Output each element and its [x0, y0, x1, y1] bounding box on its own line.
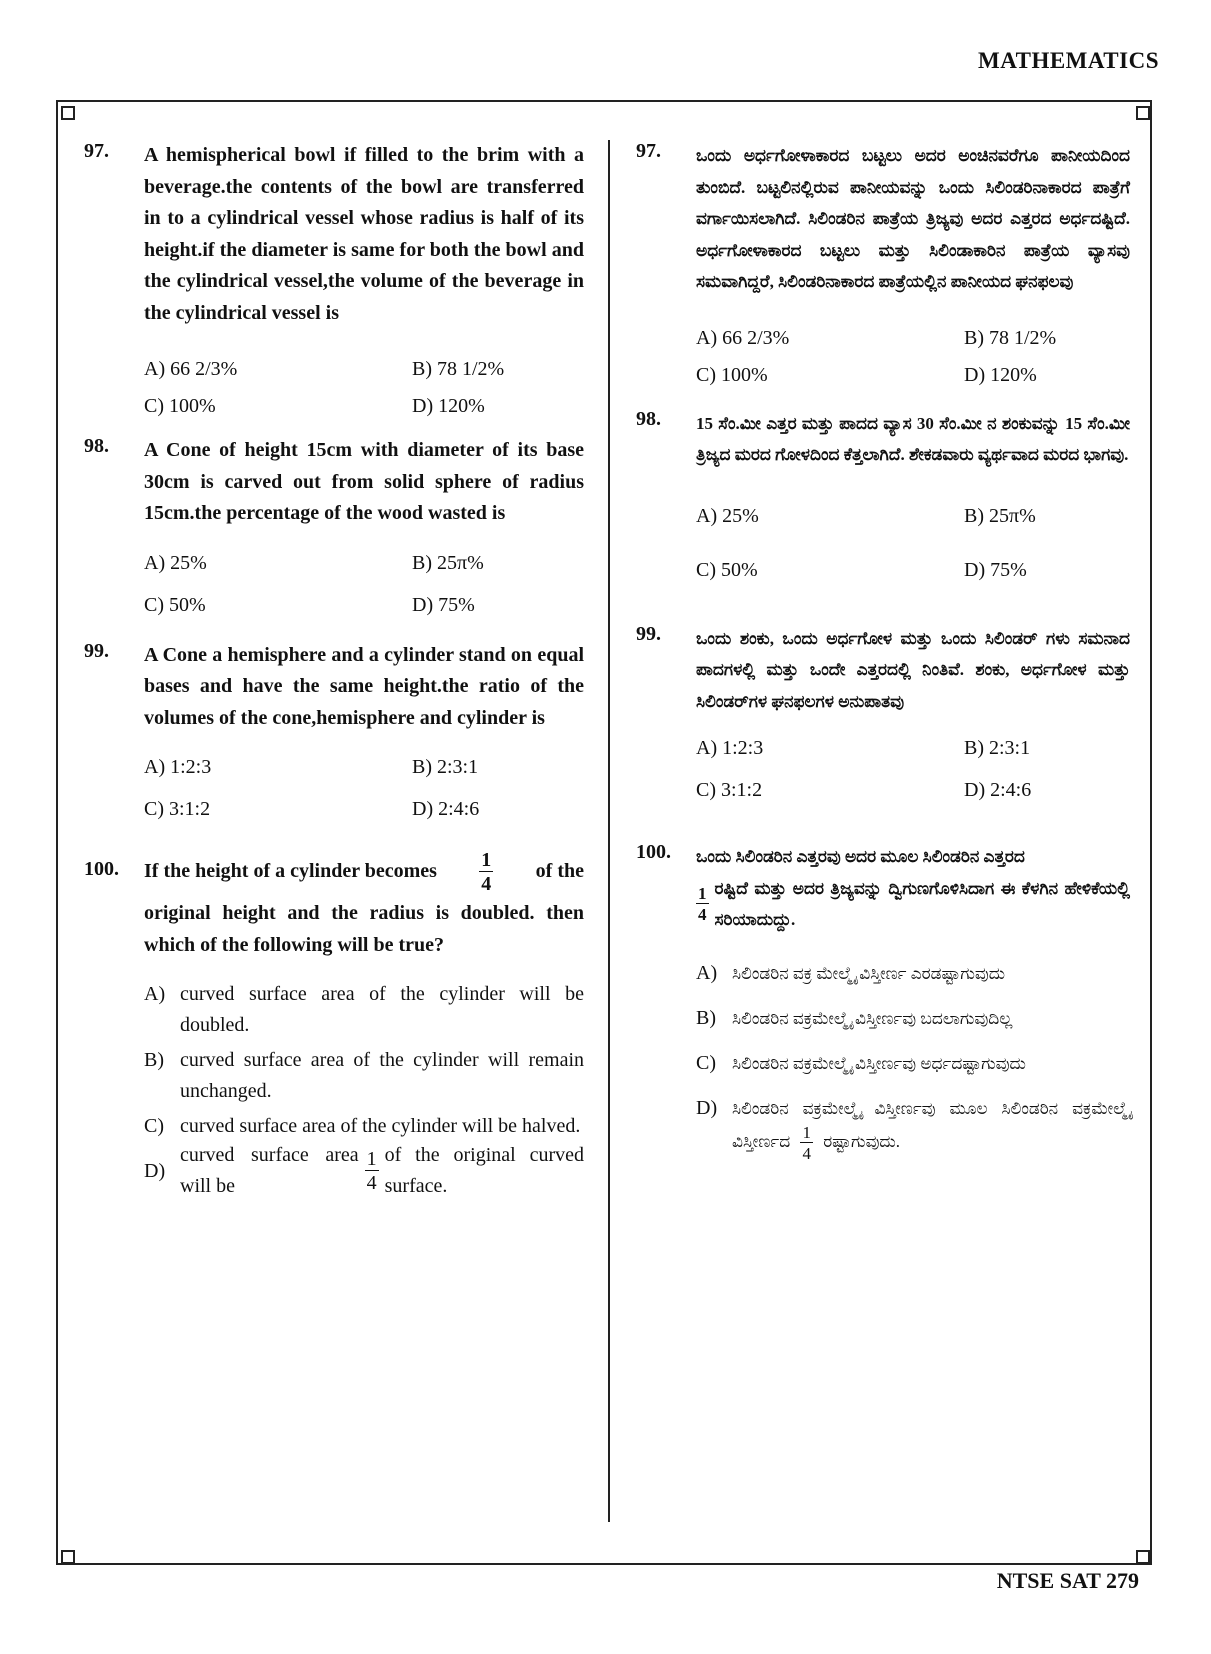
question-99-en [84, 640, 584, 831]
options-grid [696, 727, 1130, 811]
question-number: 97. [84, 140, 109, 162]
question-100-kn [636, 841, 1130, 1162]
fraction-one-quarter: $\frac{1}{4}$ [481, 849, 492, 895]
option-a: A) curved surface area of the cylinder will be doubled. [144, 983, 584, 1036]
options-grid [144, 746, 584, 830]
option-c: C) 100% [144, 395, 216, 417]
option-a: A) 25% [144, 551, 207, 574]
option-a: A) ಸಿಲಿಂಡರಿನ ವಕ್ರ ಮೇಲ್ಮೈ ವಿಸ್ತೀರ್ಣ ಎರಡಷ್ಟಾಗುವುದು [696, 961, 1006, 984]
question-98-kn [636, 408, 1130, 597]
question-text: ಒಂದು ಅರ್ಧಗೋಳಾಕಾರದ ಬಟ್ಟಲು ಅದರ ಅಂಚಿನವರೆಗೂ ಪಾನೀಯದಿಂದ ತುಂಬಿದೆ. ಬಟ್ಟಲಿನಲ್ಲಿರುವ ಪಾನೀಯವನ್ನು ಒಂದು ಸಿಲಿಂಡರಿನಾಕಾರದ ಪಾತ್ರೆಗೆ ವರ್ಗಾಯಿಸಲಾಗಿದೆ. ಸಿಲಿಂಡರಿನ ಪಾತ್ರೆಯ ತ್ರಿಜ್ಯವು ಅದರ ಎತ್ತರದ ಅರ್ಧದಷ್ಟಿದೆ. ಅರ್ಧಗೋಳಾಕಾರದ ಬಟ್ಟಲು ಮತ್ತು ಸಿಲಿಂಡಾಕಾರಿನ ಪಾತ್ರೆಯ ವ್ಯಾಸವು ಸಮವಾಗಿದ್ದರೆ, ಸಿಲಿಂಡರಿನಾಕಾರದ ಪಾತ್ರೆಯಲ್ಲಿನ ಪಾನೀಯದ ಘನಫಲವು [696, 146, 1130, 291]
question-97-kn [636, 140, 1130, 394]
fraction-one-quarter: $\frac{1}{4}$ [698, 884, 707, 924]
option-c: C) 3:1:2 [144, 798, 211, 820]
option-d: D) 120% [964, 363, 1037, 386]
kannada-column [636, 140, 1130, 1166]
question-number: 100. [636, 841, 671, 863]
option-a: A) 1:2:3 [696, 737, 764, 759]
question-number: 99. [84, 639, 109, 662]
fraction-one-quarter: $\frac{1}{4}$ [366, 1148, 377, 1194]
question-number: 100. [84, 858, 119, 880]
question-98-en [84, 435, 584, 626]
frame-corner-ornament [61, 106, 75, 120]
option-c: C) 100% [696, 363, 768, 386]
page-footer: NTSE SAT 279 [996, 1568, 1139, 1593]
question-97-en [84, 140, 584, 425]
option-a: A) 66 2/3% [696, 326, 790, 349]
option-d: D) ಸಿಲಿಂಡರಿನ ವಕ್ರಮೇಲ್ಮೈ ವಿಸ್ತೀರ್ಣವು ಮೂಲ ಸಿಲಿಂಡರಿನ ವಕ್ರಮೇಲ್ಮೈ ವಿಸ್ತೀರ್ಣದ $\frac{1}{4}$ ರಷ್ಟಾಗುವುದು. [696, 1096, 1130, 1163]
option-d: D) 75% [964, 558, 1027, 581]
question-text: 15 ಸೆಂ.ಮೀ ಎತ್ತರ ಮತ್ತು ಪಾದದ ವ್ಯಾಸ 30 ಸೆಂ.ಮೀ ನ ಶಂಕುವನ್ನು 15 ಸೆಂ.ಮೀ ತ್ರಿಜ್ಯದ ಮರದ ಗೋಳದಿಂದ ಕೆತ್ತಲಾಗಿದೆ. ಶೇಕಡವಾರು ವ್ಯರ್ಥವಾದ ಮರದ ಭಾಗವು. [696, 413, 1130, 464]
option-b: B) 2:3:1 [964, 737, 1031, 759]
question-text-part: ರಷ್ಟಿದೆ ಮತ್ತು ಅದರ ತ್ರಿಜ್ಯವನ್ನು ದ್ವಿಗುಣಗೊಳಿಸಿದಾಗ ಈ ಕೆಳಗಿನ ಹೇಳಿಕೆಯಲ್ಲಿ ಸರಿಯಾದುದ್ದು. [714, 878, 1130, 929]
options-grid [696, 489, 1130, 597]
option-b: B) 25π% [964, 504, 1036, 527]
question-text: A Cone a hemisphere and a cylinder stand on equal bases and have the same height.the ratio of the volumes of the cone,hemisphere and cylinder is [144, 643, 584, 729]
question-text-part: original height and the radius is doubled. then which of the following will be true? [144, 902, 584, 956]
question-number: 99. [636, 622, 661, 645]
question-text [144, 846, 584, 961]
question-text: A Cone of height 15cm with diameter of its base 30cm is carved out from solid sphere of radius 15cm.the percentage of the wood wasted is [144, 439, 584, 524]
question-text-part: If the height of a cylinder becomes [144, 860, 437, 883]
english-column [84, 140, 584, 1200]
option-d: D) 75% [412, 593, 475, 616]
option-d: D) 2:4:6 [412, 798, 480, 820]
question-number: 98. [84, 435, 109, 457]
page-header-title: MATHEMATICS [978, 48, 1159, 73]
question-text-part: ಒಂದು ಸಿಲಿಂಡರಿನ ಎತ್ತರವು ಅದರ ಮೂಲ ಸಿಲಿಂಡರಿನ ಎತ್ತರದ [696, 847, 1025, 866]
option-a: A) 66 2/3% [144, 358, 238, 380]
option-b: B) 78 1/2% [412, 358, 505, 380]
option-c: C) 50% [144, 593, 206, 616]
option-a: A) 1:2:3 [144, 756, 212, 778]
option-d: D) 2:4:6 [964, 779, 1032, 801]
question-text-part: of the [535, 860, 584, 883]
frame-corner-ornament [1136, 106, 1150, 120]
option-c: C) curved surface area of the cylinder will be halved. [144, 1115, 581, 1137]
question-text: A hemispherical bowl if filled to the brim with a beverage.the contents of the bowl are transferred in to a cylindrical vessel whose radius is half of its height.if the diameter is same for both the bowl and the cylindrical vessel,the volume of the beverage in the cylindrical vessel is [144, 144, 584, 324]
option-d: D) curved surface area will be $\frac{1}{4}$ of the original curved surface. [144, 1144, 584, 1197]
question-99-kn [636, 623, 1130, 812]
question-number: 98. [636, 407, 661, 430]
question-text [696, 841, 1130, 936]
options-grid [144, 351, 584, 425]
frame-corner-ornament [61, 1550, 75, 1564]
options-grid [144, 542, 584, 626]
question-number: 97. [636, 140, 661, 162]
frame-corner-ornament [1136, 1550, 1150, 1564]
options-grid [696, 320, 1130, 394]
column-divider [608, 140, 610, 1522]
option-b: B) 25π% [412, 551, 484, 574]
fraction-one-quarter: $\frac{1}{4}$ [802, 1122, 811, 1163]
option-b: B) 2:3:1 [412, 756, 479, 778]
question-100-en [84, 846, 584, 1196]
option-a: A) 25% [696, 504, 759, 527]
option-b: B) 78 1/2% [964, 326, 1057, 349]
option-b: B) ಸಿಲಿಂಡರಿನ ವಕ್ರಮೇಲ್ಮೈ ವಿಸ್ತೀರ್ಣವು ಬದಲಾಗುವುದಿಲ್ಲ [696, 1006, 1013, 1029]
question-text: ಒಂದು ಶಂಕು, ಒಂದು ಅರ್ಧಗೋಳ ಮತ್ತು ಒಂದು ಸಿಲಿಂಡರ್ ಗಳು ಸಮನಾದ ಪಾದಗಳಲ್ಲಿ ಮತ್ತು ಒಂದೇ ಎತ್ತರದಲ್ಲಿ ನಿಂತಿವೆ. ಶಂಕು, ಅರ್ಧಗೋಳ ಮತ್ತು ಸಿಲಿಂಡರ್‌ಗಳ ಘನಫಲಗಳ ಅನುಪಾತವು [696, 628, 1130, 711]
option-b: B) curved surface area of the cylinder will remain unchanged. [144, 1049, 584, 1102]
option-c: C) 3:1:2 [696, 779, 763, 801]
option-c: C) ಸಿಲಿಂಡರಿನ ವಕ್ರಮೇಲ್ಮೈ ವಿಸ್ತೀರ್ಣವು ಅರ್ಧದಷ್ಟಾಗುವುದು [696, 1051, 1026, 1074]
option-c: C) 50% [696, 558, 758, 581]
option-d: D) 120% [412, 395, 485, 417]
